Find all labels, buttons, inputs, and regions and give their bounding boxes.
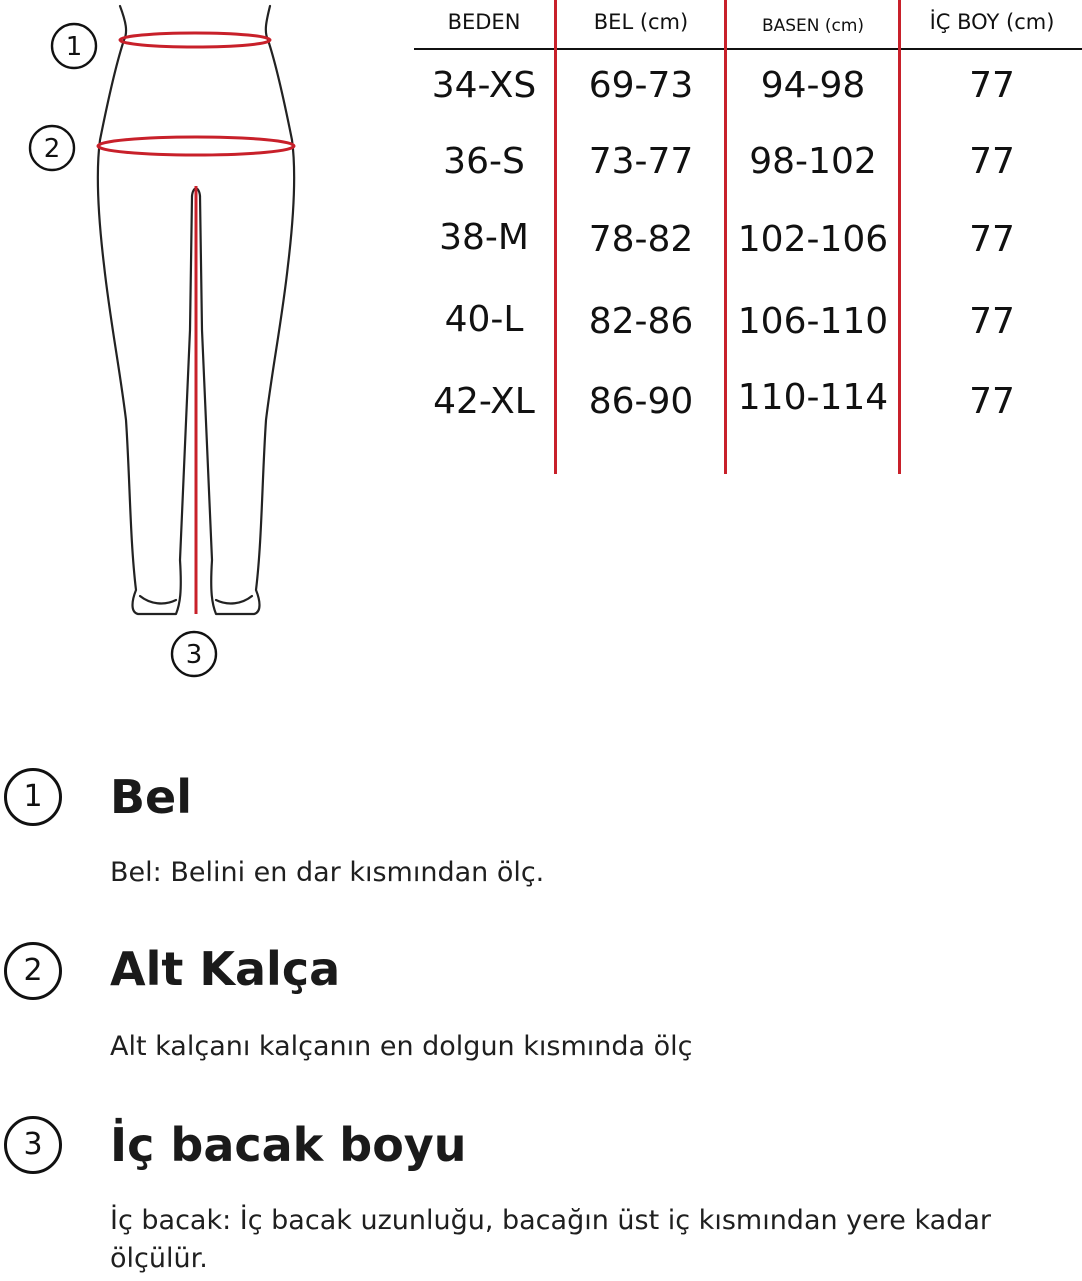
table-cell: 77 [969,65,1015,106]
header-divider [414,48,1082,50]
table-cell: 38-M [439,217,529,258]
marker-3 [172,632,216,676]
legend-number-badge: 1 [4,768,62,826]
table-cell: 77 [969,141,1015,182]
table-cell: 86-90 [588,381,694,422]
waist-measure-line [120,33,270,47]
column-divider-1 [554,0,557,474]
size-table [414,0,1082,480]
header-hip: BASEN (cm) [761,16,865,36]
legend-number-badge: 3 [4,1116,62,1174]
table-cell: 78-82 [588,219,694,260]
header-size: BEDEN [447,10,521,34]
table-cell: 34-XS [431,65,537,106]
body-figure [0,0,400,700]
legend-description: Alt kalçanı kalçanın en dolgun kısmında ölç [110,1031,693,1062]
table-cell: 98-102 [749,141,877,182]
table-cell: 77 [969,301,1015,342]
marker-1 [52,24,96,68]
legend-title: Bel [110,770,193,824]
table-cell: 77 [969,381,1015,422]
legend-title: Alt Kalça [110,942,341,996]
table-cell: 110-114 [737,377,889,418]
marker-2-label: 2 [43,134,61,164]
table-cell: 82-86 [588,301,694,342]
marker-2 [30,126,74,170]
legend-description: İç bacak: İç bacak uzunluğu, bacağın üst iç kısmından yere kadar ölçülür. [110,1205,991,1274]
column-divider-2 [724,0,727,474]
table-cell: 77 [969,219,1015,260]
lower-body-illustration [0,0,400,700]
table-cell: 40-L [444,299,524,340]
marker-1-label: 1 [65,32,83,62]
legend-number-badge: 2 [4,942,62,1000]
legend-description: Bel: Belini en dar kısmından ölç. [110,857,545,888]
column-divider-3 [898,0,901,474]
table-cell: 106-110 [737,301,889,342]
header-waist: BEL (cm) [593,10,689,34]
legend-title: İç bacak boyu [110,1118,467,1172]
table-cell: 42-XL [433,381,535,422]
header-inseam: İÇ BOY (cm) [929,10,1055,34]
table-cell: 102-106 [737,219,889,260]
table-cell: 69-73 [588,65,694,106]
hip-measure-line [98,137,294,155]
marker-3-label: 3 [185,640,203,670]
table-cell: 94-98 [760,65,866,106]
table-cell: 73-77 [588,141,694,182]
table-cell: 36-S [443,141,525,182]
